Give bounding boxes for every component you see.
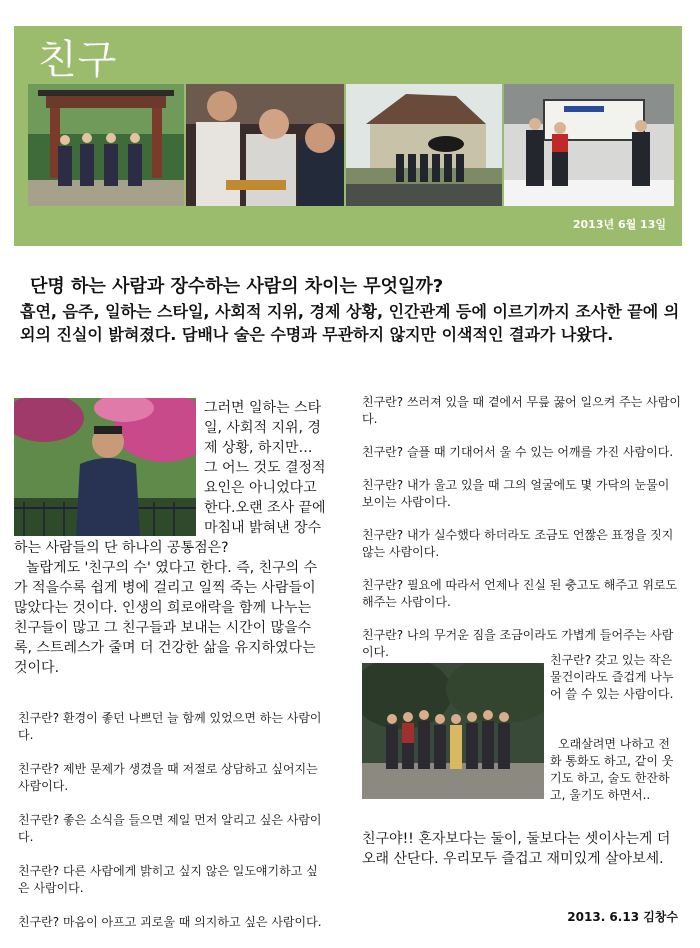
definitions-right <box>362 394 682 677</box>
definition-item: 친구란? 좋은 소식을 들으면 제일 먼저 알리고 싶은 사람이다. <box>18 813 322 844</box>
header-banner <box>14 26 682 246</box>
intro-text <box>14 398 329 678</box>
closing-text: 친구야!! 혼자보다는 둘이, 둘보다는 셋이사는게 더 오래 산단다. 우리모두 즐겁고 재미있게 살아보세. <box>362 831 671 867</box>
photo-side-text-2: 오래살려면 나하고 전화 통화도 하고, 같이 웃기도 하고, 술도 한잔하고, 울기도 하면서.. <box>550 737 674 802</box>
friends-toasting-photo <box>186 84 344 206</box>
definition-item: 친구란? 슬플 때 기대어서 울 수 있는 어깨를 가진 사람이다. <box>362 445 674 459</box>
definition-item: 친구란? 다른 사람에게 밝히고 싶지 않은 일도얘기하고 싶은 사람이다. <box>18 864 318 895</box>
definition-item: 친구란? 마음이 아프고 괴로울 때 의지하고 싶은 사람이다. <box>18 915 322 929</box>
group-in-park-photo <box>362 663 544 799</box>
definition-item: 친구란? 내가 실수했다 하더라도 조금도 언짢은 표정을 짓지 않는 사람이다. <box>362 528 674 559</box>
signature: 2013. 6.13 김창수 <box>567 910 678 924</box>
hikers-snow-sign-photo <box>504 84 674 206</box>
definition-item: 친구란? 필요에 따라서 언제나 진실 된 충고도 해주고 위로도 해주는 사람이다. <box>362 578 678 609</box>
definition-item: 친구란? 나의 무거운 짐을 조금이라도 가볍게 들어주는 사람이다. <box>362 628 674 659</box>
definition-item: 친구란? 내가 울고 있을 때 그의 얼굴에도 몇 가닥의 눈물이 보이는 사람이다. <box>362 478 670 509</box>
definition-item: 친구란? 환경이 좋던 나쁘던 늘 함께 있었으면 하는 사람이다. <box>18 711 322 742</box>
definitions-left <box>18 710 328 948</box>
lead-paragraph: 흡연, 음주, 일하는 스타일, 사회적 지위, 경제 상황, 인간관계 등에 이르기까지 조사한 끝에 의외의 진실이 밝혀졌다. 담배나 술은 수명과 무관하지 않지만 이색적인 결과가 나왔다. <box>20 302 680 344</box>
headline: 단명 하는 사람과 장수하는 사람의 차이는 무엇일까? <box>30 276 444 297</box>
banner-date: 2013년 6월 13일 <box>572 218 666 231</box>
intro-paragraph-1: 그러면 일하는 스타일, 사회적 지위, 경제 상황, 하지만… 그 어느 것도 결정적 요인은 아니었다고 한다.오랜 조사 끝에 마침내 밝혀낸 장수하는 사람들의 단 하나의 공통점은? <box>14 400 326 556</box>
intro-paragraph-2: 놀랍게도 '친구의 수' 였다고 한다. 즉, 친구의 수가 적을수록 쉽게 병에 걸리고 일찍 죽는 사람들이 많았다는 것이다. 인생의 희로애락을 함께 나누는 친구들이 많고 그 친구들과 보내는 시간이 많을수록, 스트레스가 줄며 더 건강한 삶을 유지하였다는 것이다. <box>14 560 318 676</box>
banner-title: 친구 <box>38 37 118 83</box>
photo-side-text-1: 친구란? 갖고 있는 작은 물건이라도 즐겁게 나누어 쓸 수 있는 사람이다. <box>550 653 674 701</box>
hiking-group-gate-photo <box>28 84 184 206</box>
definition-item: 친구란? 제반 문제가 생겼을 때 저절로 상담하고 싶어지는 사람이다. <box>18 762 318 793</box>
definition-item: 친구란? 쓰러져 있을 때 곁에서 무릎 꿇어 일으켜 주는 사람이다. <box>362 395 681 426</box>
group-at-building-photo <box>346 84 502 206</box>
